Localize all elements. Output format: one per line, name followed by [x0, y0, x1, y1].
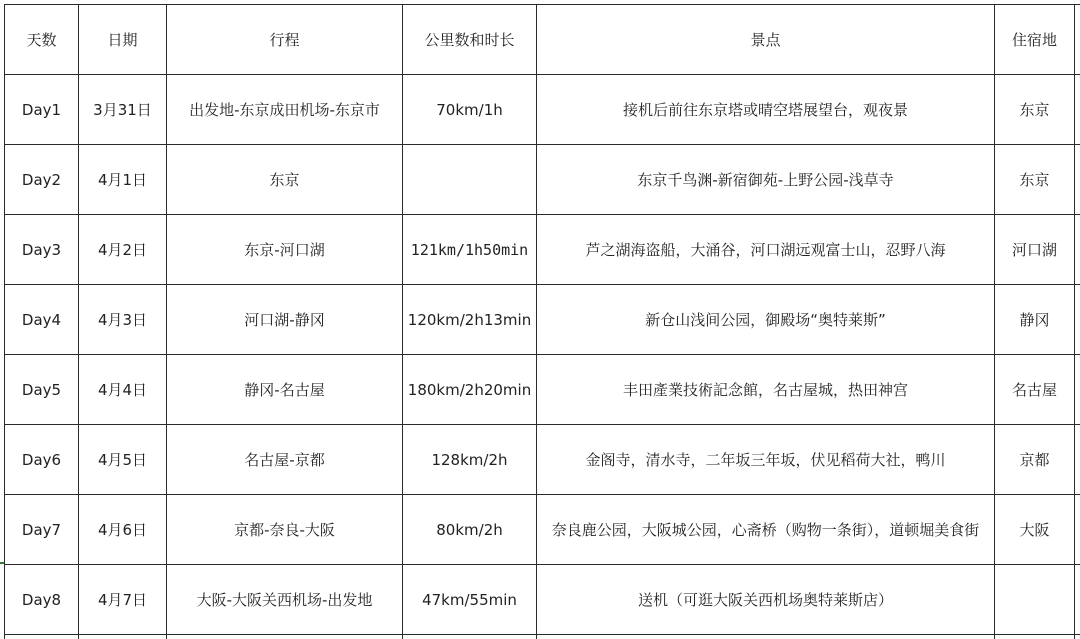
header-sights[interactable]: 景点 — [537, 5, 995, 75]
cell-distance[interactable]: 128km/2h — [403, 425, 537, 495]
cell-day[interactable]: Day2 — [5, 145, 79, 215]
cell-sights[interactable]: 奈良鹿公园，大阪城公园，心斋桥（购物一条街），道顿堀美食街 — [537, 495, 995, 565]
cell-lodging[interactable] — [995, 565, 1075, 635]
cell-lodging[interactable]: 河口湖 — [995, 215, 1075, 285]
cell-sights[interactable]: 新仓山浅间公园，御殿场“奥特莱斯” — [537, 285, 995, 355]
cell-date[interactable]: 4月2日 — [79, 215, 167, 285]
header-lodging[interactable]: 住宿地 — [995, 5, 1075, 75]
header-day[interactable]: 天数 — [5, 5, 79, 75]
cell-extra[interactable] — [1075, 75, 1080, 145]
cell-distance[interactable]: 180km/2h20min — [403, 355, 537, 425]
cell-lodging[interactable]: 名古屋 — [995, 355, 1075, 425]
table-row — [5, 495, 1080, 565]
cell-sights[interactable]: 东京千鸟渊-新宿御苑-上野公园-浅草寺 — [537, 145, 995, 215]
cell-extra[interactable] — [1075, 355, 1080, 425]
cell-date[interactable]: 4月5日 — [79, 425, 167, 495]
table-row — [5, 565, 1080, 635]
cell-empty[interactable] — [1075, 635, 1080, 639]
cell-extra[interactable] — [1075, 425, 1080, 495]
header-extra[interactable] — [1075, 5, 1080, 75]
table-row — [5, 75, 1080, 145]
cell-route[interactable]: 出发地-东京成田机场-东京市 — [167, 75, 403, 145]
cell-date[interactable]: 4月1日 — [79, 145, 167, 215]
table-row — [5, 145, 1080, 215]
cell-distance[interactable]: 120km/2h13min — [403, 285, 537, 355]
cell-lodging[interactable]: 大阪 — [995, 495, 1075, 565]
cell-sights[interactable]: 送机（可逛大阪关西机场奥特莱斯店） — [537, 565, 995, 635]
cell-empty[interactable] — [5, 635, 79, 639]
cell-empty[interactable] — [403, 635, 537, 639]
cell-distance[interactable]: 47km/55min — [403, 565, 537, 635]
cell-day[interactable]: Day4 — [5, 285, 79, 355]
cell-empty[interactable] — [79, 635, 167, 639]
cell-distance[interactable] — [403, 145, 537, 215]
cell-extra[interactable] — [1075, 215, 1080, 285]
cell-lodging[interactable]: 东京 — [995, 75, 1075, 145]
cell-date[interactable]: 4月7日 — [79, 565, 167, 635]
cell-route[interactable]: 东京-河口湖 — [167, 215, 403, 285]
cell-day[interactable]: Day6 — [5, 425, 79, 495]
cell-sights[interactable]: 接机后前往东京塔或晴空塔展望台，观夜景 — [537, 75, 995, 145]
cell-sights[interactable]: 金阁寺，清水寺，二年坂三年坂，伏见稻荷大社，鸭川 — [537, 425, 995, 495]
cell-route[interactable]: 东京 — [167, 145, 403, 215]
cell-route[interactable]: 大阪-大阪关西机场-出发地 — [167, 565, 403, 635]
cell-extra[interactable] — [1075, 565, 1080, 635]
table-row — [5, 215, 1080, 285]
cell-date[interactable]: 3月31日 — [79, 75, 167, 145]
cell-route[interactable]: 名古屋-京都 — [167, 425, 403, 495]
cell-empty[interactable] — [537, 635, 995, 639]
header-date[interactable]: 日期 — [79, 5, 167, 75]
table-row — [5, 425, 1080, 495]
cell-extra[interactable] — [1075, 495, 1080, 565]
cell-extra[interactable] — [1075, 285, 1080, 355]
cell-day[interactable]: Day7 — [5, 495, 79, 565]
cell-route[interactable]: 静冈-名古屋 — [167, 355, 403, 425]
cell-distance[interactable]: 70km/1h — [403, 75, 537, 145]
table-row-partial — [5, 635, 1080, 639]
cell-route[interactable]: 河口湖-静冈 — [167, 285, 403, 355]
cell-day[interactable]: Day1 — [5, 75, 79, 145]
cell-sights[interactable]: 丰田產業技術記念館，名古屋城，热田神宫 — [537, 355, 995, 425]
cell-day[interactable]: Day8 — [5, 565, 79, 635]
cell-lodging[interactable]: 东京 — [995, 145, 1075, 215]
header-route[interactable]: 行程 — [167, 5, 403, 75]
cell-empty[interactable] — [995, 635, 1075, 639]
header-distance[interactable]: 公里数和时长 — [403, 5, 537, 75]
cell-day[interactable]: Day3 — [5, 215, 79, 285]
header-row — [5, 5, 1080, 75]
cell-lodging[interactable]: 静冈 — [995, 285, 1075, 355]
itinerary-table — [4, 4, 1080, 639]
cell-sights[interactable]: 芦之湖海盗船，大涌谷，河口湖远观富士山，忍野八海 — [537, 215, 995, 285]
table-row — [5, 285, 1080, 355]
cell-date[interactable]: 4月6日 — [79, 495, 167, 565]
cell-lodging[interactable]: 京都 — [995, 425, 1075, 495]
cell-day[interactable]: Day5 — [5, 355, 79, 425]
cell-empty[interactable] — [167, 635, 403, 639]
cell-extra[interactable] — [1075, 145, 1080, 215]
cell-route[interactable]: 京都-奈良-大阪 — [167, 495, 403, 565]
cell-distance[interactable]: 80km/2h — [403, 495, 537, 565]
cell-date[interactable]: 4月4日 — [79, 355, 167, 425]
cell-distance[interactable]: 121km/1h50min — [403, 215, 537, 285]
cell-date[interactable]: 4月3日 — [79, 285, 167, 355]
table-row — [5, 355, 1080, 425]
